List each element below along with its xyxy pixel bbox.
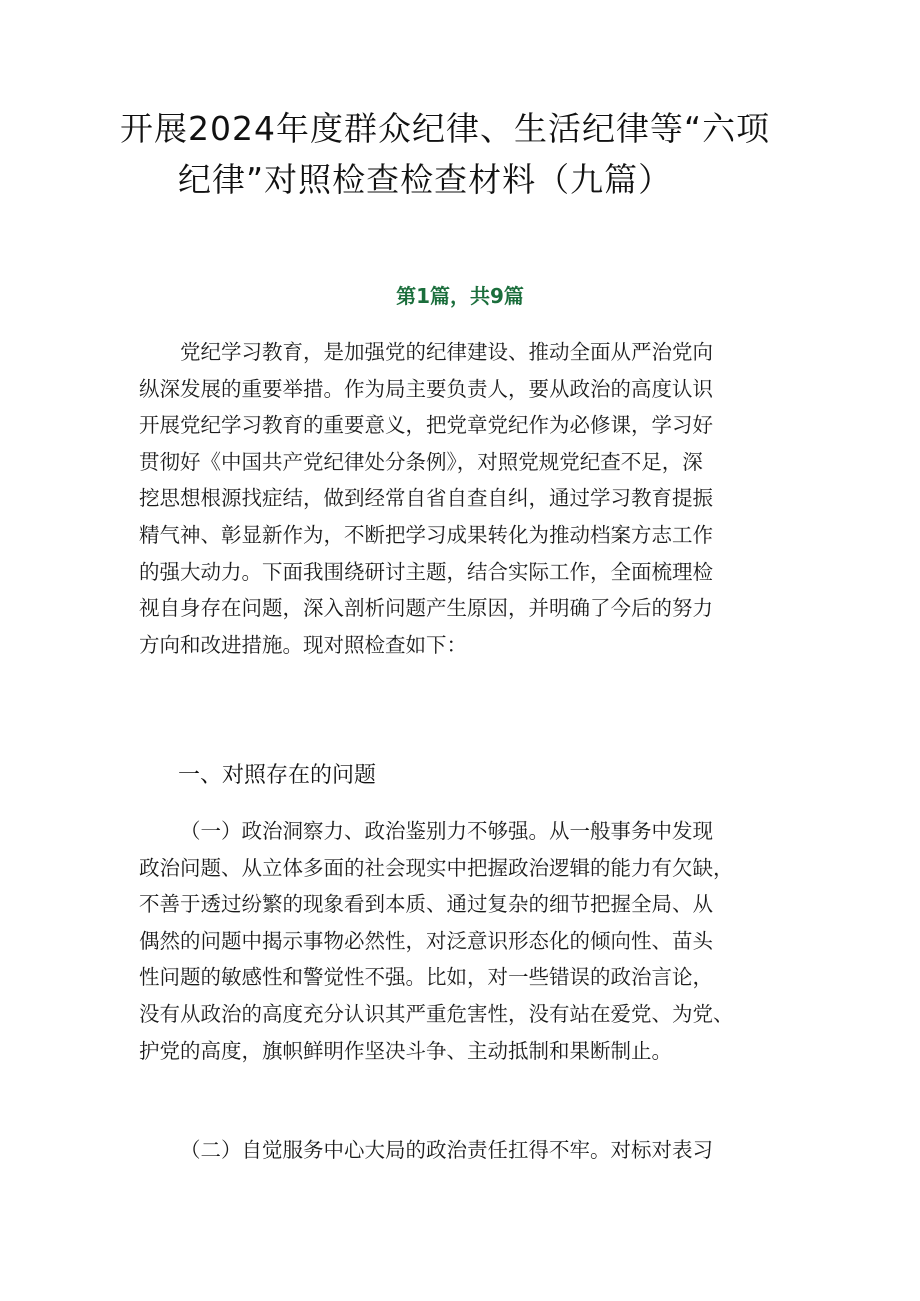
intro-line: 贯彻好《中国共产党纪律处分条例》，对照党规党纪查不足，深 <box>139 449 703 474</box>
intro-line: 精气神、彰显新作为，不断把学习成果转化为推动档案方志工作 <box>139 522 713 547</box>
intro-paragraph <box>139 334 795 663</box>
item-1-line: 护党的高度，旗帜鲜明作坚决斗争、主动抵制和果断制止。 <box>139 1038 672 1063</box>
item-1-line: 不善于透过纷繁的现象看到本质、通过复杂的细节把握全局、从 <box>139 892 713 917</box>
document-title <box>120 103 810 205</box>
item-1-line: （一）政治洞察力、政治鉴别力不够强。从一般事务中发现 <box>180 819 713 843</box>
section-heading: 一、对照存在的问题 <box>178 763 377 788</box>
item-1-line: 政治问题、从立体多面的社会现实中把握政治逻辑的能力有欠缺， <box>139 855 734 880</box>
item-2-paragraph <box>139 1132 795 1169</box>
intro-line: 开展党纪学习教育的重要意义，把党章党纪作为必修课，学习好 <box>139 413 713 438</box>
intro-line: 方向和改进措施。现对照检查如下： <box>139 632 467 657</box>
item-2-line: （二）自觉服务中心大局的政治责任扛得不牢。对标对表习 <box>180 1138 713 1162</box>
part-label: 第1篇，共9篇 <box>396 284 524 308</box>
intro-line: 挖思想根源找症结，做到经常自省自查自纠，通过学习教育提振 <box>139 486 713 511</box>
intro-line: 纵深发展的重要举措。作为局主要负责人，要从政治的高度认识 <box>139 376 713 401</box>
item-1-line: 偶然的问题中揭示事物必然性，对泛意识形态化的倾向性、苗头 <box>139 928 713 953</box>
intro-line: 党纪学习教育，是加强党的纪律建设、推动全面从严治党向 <box>180 340 713 364</box>
intro-line: 的强大动力。下面我围绕研讨主题，结合实际工作，全面梳理检 <box>139 559 713 584</box>
item-1-line: 没有从政治的高度充分认识其严重危害性，没有站在爱党、为党、 <box>139 1001 734 1026</box>
item-1-paragraph <box>139 813 795 1069</box>
title-line-1: 开展2024年度群众纪律、生活纪律等“六项 <box>120 109 771 148</box>
item-1-line: 性问题的敏感性和警觉性不强。比如，对一些错误的政治言论， <box>139 965 713 990</box>
intro-line: 视自身存在问题，深入剖析问题产生原因，并明确了今后的努力 <box>139 596 713 621</box>
title-line-2: 纪律”对照检查检查材料（九篇） <box>178 160 673 199</box>
